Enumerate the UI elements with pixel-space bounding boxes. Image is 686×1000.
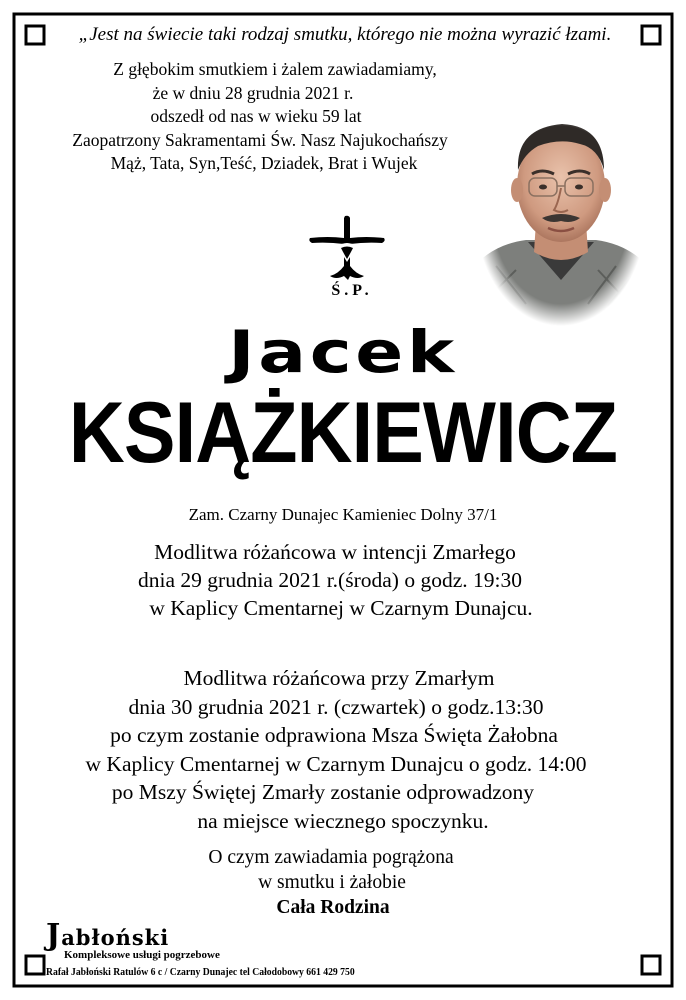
residence-address: Zam. Czarny Dunajec Kamieniec Dolny 37/1 — [188, 505, 498, 524]
first-name: Jacek — [228, 318, 458, 386]
closing-text — [0, 845, 686, 920]
prayer-block-1 — [0, 538, 686, 622]
prayer-line: na miejsce wiecznego spoczynku. — [197, 808, 489, 833]
prayer-line: Modlitwa różańcowa w intencji Zmarłego — [154, 540, 516, 564]
portrait-photo — [476, 104, 646, 326]
prayer-line: dnia 30 grudnia 2021 r. (czwartek) o godz.13:30 — [128, 694, 544, 719]
prayer-line: po czym zostanie odprawiona Msza Święta Żałobna — [110, 723, 558, 747]
intro-line: Mąż, Tata, Syn,Teść, Dziadek, Brat i Wujek — [110, 153, 418, 173]
family-signature: Cała Rodzina — [276, 897, 390, 918]
prayer-line: dnia 29 grudnia 2021 r.(środa) o godz. 19:30 — [138, 568, 522, 592]
prayer-block-2 — [0, 664, 686, 835]
prayer-line: Modlitwa różańcowa przy Zmarłym — [183, 666, 495, 690]
funeral-home-name-rest: abłoński — [61, 925, 170, 950]
funeral-home-subtitle: Kompleksowe usługi pogrzebowe — [64, 949, 220, 961]
surname: KSIĄŻKIEWICZ — [68, 385, 618, 481]
funeral-home-logo — [46, 918, 396, 979]
intro-line: Zaopatrzony Sakramentami Św. Nasz Najukochańszy — [72, 129, 448, 150]
prayer-line: w Kaplicy Cmentarnej w Czarnym Dunajcu. — [149, 596, 533, 620]
prayer-line: w Kaplicy Cmentarnej w Czarnym Dunajcu o godz. 14:00 — [85, 751, 587, 776]
funeral-home-address: Rafał Jabłoński Ratulów 6 c / Czarny Dunajec tel Całodobowy 661 429 750 — [46, 966, 355, 978]
intro-line: odszedł od nas w wieku 59 lat — [150, 106, 362, 126]
sp-mark: Ś.P. — [331, 282, 373, 299]
closing-line: O czym zawiadamia pogrążona — [208, 847, 454, 868]
funeral-home-initial: J — [46, 918, 62, 953]
cross-icon — [308, 214, 386, 282]
intro-line: Z głębokim smutkiem i żalem zawiadamiamy, — [113, 59, 437, 79]
funeral-home-name — [46, 918, 396, 953]
prayer-line: po Mszy Świętej Zmarły zostanie odprowadzony — [111, 780, 535, 804]
intro-line: że w dniu 28 grudnia 2021 r. — [152, 82, 354, 103]
intro-text — [40, 58, 480, 176]
closing-line: w smutku i żałobie — [258, 872, 406, 893]
opening-quote: „Jest na świecie taki rodzaj smutku, którego nie można wyrazić łzami. — [78, 24, 612, 45]
